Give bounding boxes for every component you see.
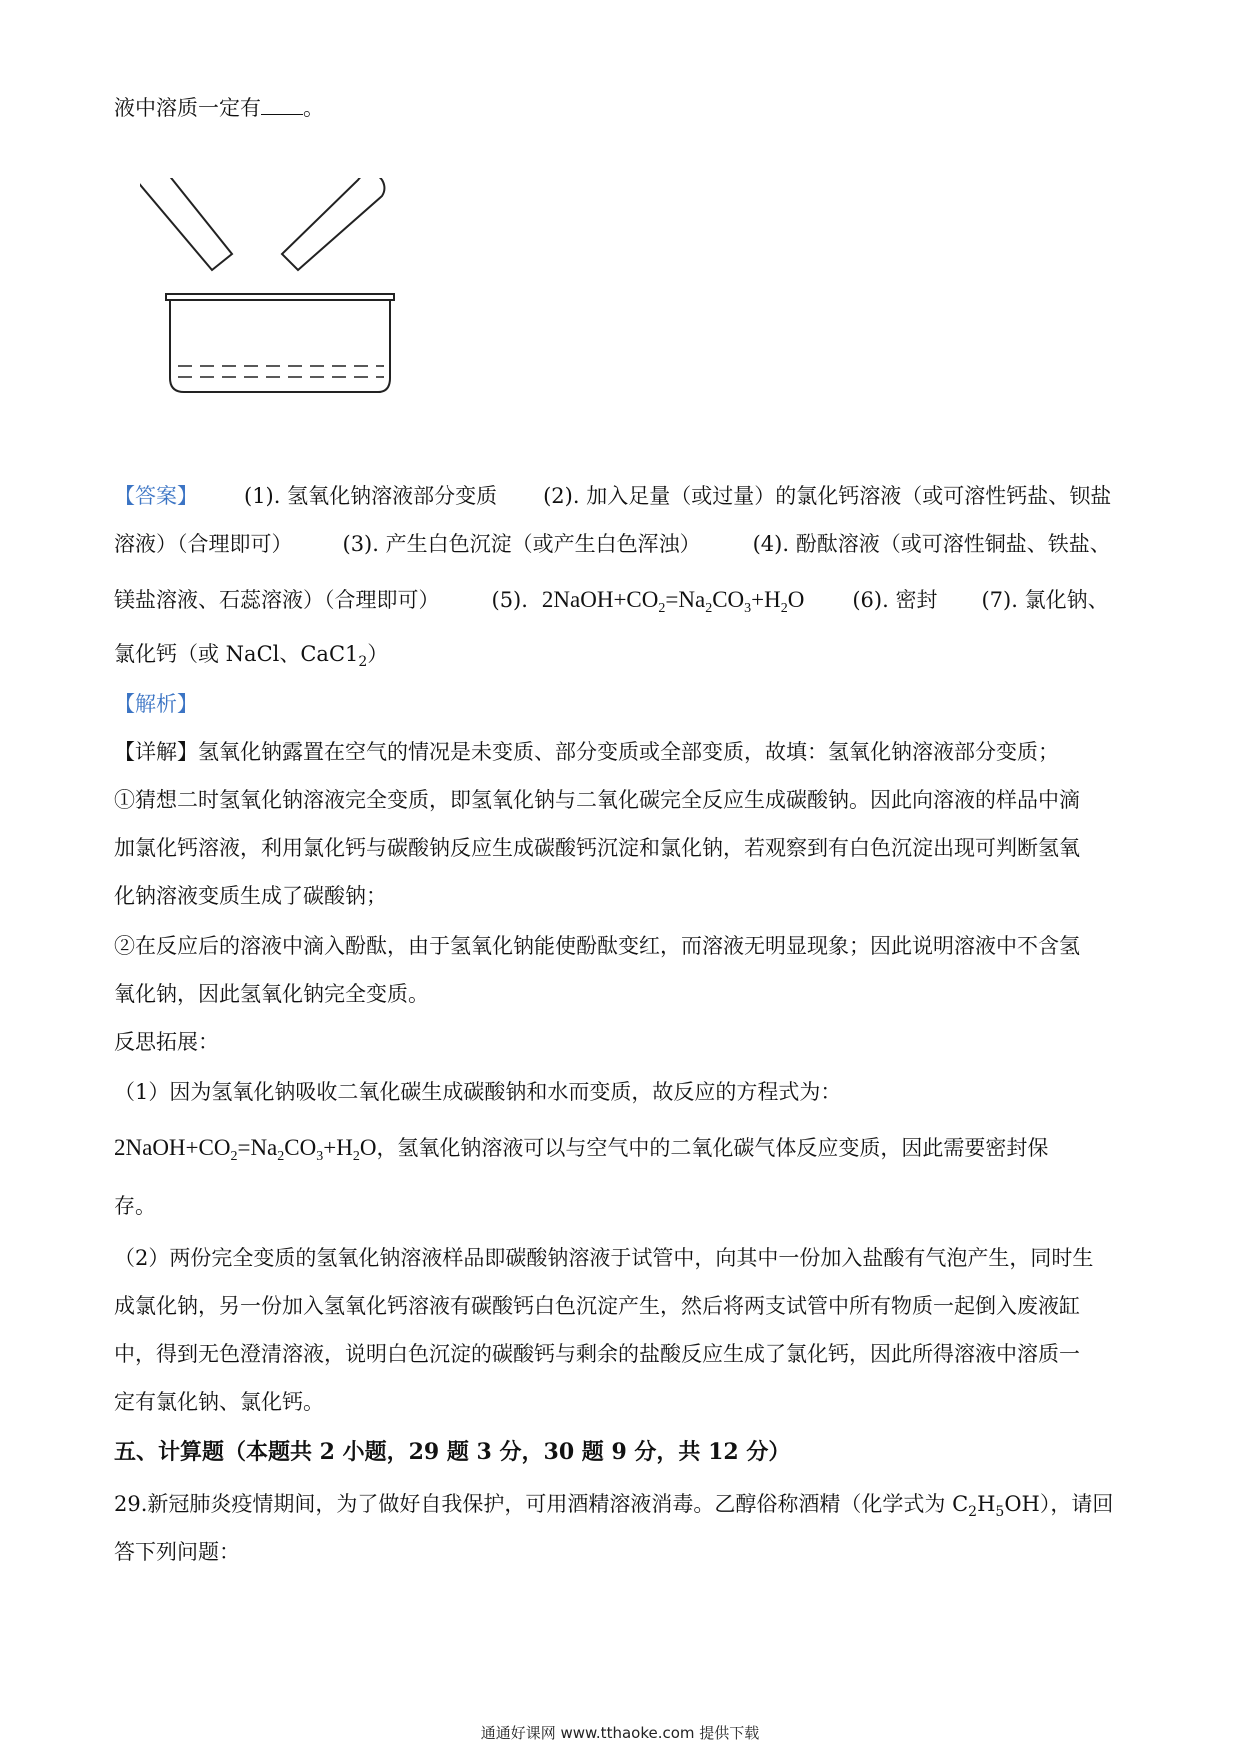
answer-line-3: 镁盐溶液、石蕊溶液）（合理即可） (5). $2NaOH+CO_2=Na_2CO_3+H_2O$ (6). 密封 (7). 氯化钠、 bbox=[114, 587, 1109, 616]
question-29-line-2: 答下列问题： bbox=[114, 1540, 240, 1564]
answer-line-2: 溶液）（合理即可） (3). 产生白色沉淀（或产生白色浑浊） (4). 酚酞溶液（或可溶性铜盐、铁盐、 bbox=[114, 532, 1111, 556]
reflect-heading: 反思拓展： bbox=[114, 1030, 219, 1054]
analysis-tag: 【解析】 bbox=[114, 692, 198, 716]
footer-credit: 通通好课网 www.tthaoke.com 提供下载 bbox=[480, 1724, 760, 1742]
reflect-2-line-1: （2）两份完全变质的氢氧化钠溶液样品即碳酸钠溶液于试管中，向其中一份加入盐酸有气泡产生，同时生 bbox=[114, 1246, 1094, 1270]
answer-line-1: 【答案】 (1). 氢氧化钠溶液部分变质 (2). 加入足量（或过量）的氯化钙溶液（或可溶性钙盐、钡盐 bbox=[114, 484, 1112, 508]
reflect-2-line-3: 中，得到无色澄清溶液，说明白色沉淀的碳酸钙与剩余的盐酸反应生成了氯化钙，因此所得溶液中溶质一 bbox=[114, 1342, 1080, 1366]
reflect-1-line-1: （1）因为氢氧化钠吸收二氧化碳生成碳酸钠和水而变质，故反应的方程式为： bbox=[114, 1080, 842, 1104]
answer-line-4: 氯化钙（或 NaCl、$CaC1_2$） bbox=[114, 642, 389, 670]
guess2-line-1: ①猜想二时氢氧化钠溶液完全变质，即氢氧化钠与二氧化碳完全反应生成碳酸钠。因此向溶液的样品中滴 bbox=[114, 788, 1080, 812]
answer-tag: 【答案】 bbox=[114, 484, 198, 508]
guess3-line-1: ②在反应后的溶液中滴入酚酞，由于氢氧化钠能使酚酞变红，而溶液无明显现象；因此说明溶液中不含氢 bbox=[114, 934, 1080, 958]
guess2-line-2: 加氯化钙溶液，利用氯化钙与碳酸钠反应生成碳酸钙沉淀和氯化钠，若观察到有白色沉淀出现可判断氢氧 bbox=[114, 836, 1080, 860]
guess2-line-3: 化钠溶液变质生成了碳酸钠； bbox=[114, 884, 387, 908]
reflect-2-line-2: 成氯化钠，另一份加入氢氧化钙溶液有碳酸钙白色沉淀产生，然后将两支试管中所有物质一起倒入废液缸 bbox=[114, 1294, 1080, 1318]
right-test-tube bbox=[282, 178, 384, 270]
intro-line: 液中溶质一定有 。 bbox=[114, 96, 324, 120]
reflect-1-line-2: $2NaOH+CO_2=Na_2CO_3+H_2O$，氢氧化钠溶液可以与空气中的二氧化碳气体反应变质，因此需要密封保 bbox=[114, 1135, 1049, 1164]
test-tubes-and-waste-tank-diagram bbox=[140, 178, 430, 398]
detail-line: 【详解】氢氧化钠露置在空气的情况是未变质、部分变质或全部变质，故填：氢氧化钠溶液部分变质； bbox=[114, 740, 1059, 764]
liquid-surface bbox=[178, 366, 384, 377]
reflect-1-line-3: 存。 bbox=[114, 1194, 156, 1218]
equation-answer: $2NaOH+CO_2=Na_2CO_3+H_2O$ bbox=[541, 587, 805, 616]
equation-inline: $2NaOH+CO_2=Na_2CO_3+H_2O$ bbox=[114, 1135, 377, 1164]
section-heading: 五、计算题（本题共 2 小题，29 题 3 分，30 题 9 分，共 12 分） bbox=[114, 1439, 791, 1465]
reflect-2-line-4: 定有氯化钠、氯化钙。 bbox=[114, 1390, 324, 1414]
left-test-tube bbox=[140, 178, 232, 270]
question-29-line-1: 29.新冠肺炎疫情期间，为了做好自我保护，可用酒精溶液消毒。乙醇俗称酒精（化学式为 $C_2H_5OH$），请回 bbox=[114, 1492, 1114, 1520]
answer-blank bbox=[261, 94, 303, 115]
guess3-line-2: 氧化钠，因此氢氧化钠完全变质。 bbox=[114, 982, 429, 1006]
